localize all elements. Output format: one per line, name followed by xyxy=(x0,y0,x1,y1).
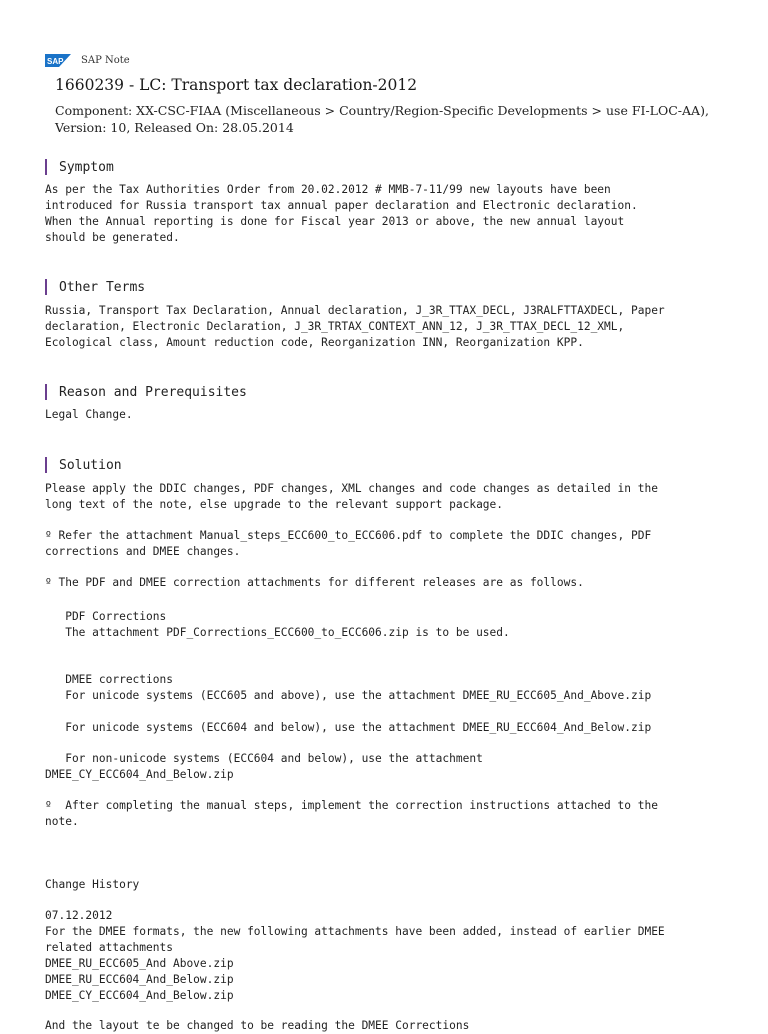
text-line: declaration, Electronic Declaration, J_3R_TRTAX_CONTEXT_ANN_12, J_3R_TTAX_DECL_12_XML, xyxy=(45,320,625,333)
section-title: Symptom xyxy=(59,159,114,175)
reason-heading xyxy=(45,384,247,400)
pdf-corrections-text: The attachment PDF_Corrections_ECC600_to_ECC606.zip is to be used. xyxy=(45,626,510,639)
section-marker xyxy=(45,457,47,473)
dmee-unicode-605: For unicode systems (ECC605 and above), use the attachment DMEE_RU_ECC605_And_Above.zip xyxy=(45,689,652,702)
note-metadata xyxy=(55,102,709,136)
text-line: Russia, Transport Tax Declaration, Annual declaration, J_3R_TTAX_DECL, J3RALFTTAXDECL, Paper xyxy=(45,304,665,317)
sap-note-label: SAP Note xyxy=(81,55,130,66)
sap-logo-icon xyxy=(45,54,71,67)
text-line: introduced for Russia transport tax annual paper declaration and Electronic declaration. xyxy=(45,199,638,212)
solution-bullet-3 xyxy=(45,798,658,830)
text-line: As per the Tax Authorities Order from 20.02.2012 # MMB-7-11/99 new layouts have been xyxy=(45,183,611,196)
text-line: When the Annual reporting is done for Fiscal year 2013 or above, the new annual layout xyxy=(45,215,625,228)
section-title: Reason and Prerequisites xyxy=(59,384,247,400)
change-date: 07.12.2012 xyxy=(45,909,113,922)
section-marker xyxy=(45,159,47,175)
symptom-text xyxy=(45,182,638,246)
reason-text xyxy=(45,407,133,423)
other-terms-text xyxy=(45,303,665,351)
text-line: corrections and DMEE changes. xyxy=(45,545,241,558)
note-header xyxy=(45,54,130,67)
change-history-cut-line: And the layout te be changed to be reading the DMEE Corrections xyxy=(45,1019,470,1032)
component-line: Component: XX-CSC-FIAA (Miscellaneous > Country/Region-Specific Developments > use FI-LOC-AA), xyxy=(55,103,709,118)
section-title: Other Terms xyxy=(59,279,146,295)
change-history-title: Change History xyxy=(45,878,140,891)
text-line: Please apply the DDIC changes, PDF changes, XML changes and code changes as detailed in the xyxy=(45,482,658,495)
dmee-non-unicode xyxy=(45,751,483,783)
text-line: long text of the note, else upgrade to the relevant support package. xyxy=(45,498,504,511)
text-line: Ecological class, Amount reduction code, Reorganization INN, Reorganization KPP. xyxy=(45,336,584,349)
section-marker xyxy=(45,279,47,295)
section-title: Solution xyxy=(59,457,122,473)
symptom-heading xyxy=(45,159,114,175)
attachment-name: DMEE_RU_ECC605_And Above.zip xyxy=(45,957,234,970)
pdf-corrections-heading: PDF Corrections xyxy=(45,610,167,623)
text-line: DMEE_CY_ECC604_And_Below.zip xyxy=(45,768,234,781)
text-line: Legal Change. xyxy=(45,408,133,421)
dmee-unicode-604: For unicode systems (ECC604 and below), use the attachment DMEE_RU_ECC604_And_Below.zip xyxy=(45,721,652,734)
solution-bullet-2: º The PDF and DMEE correction attachments for different releases are as follows. xyxy=(45,576,584,589)
solution-heading xyxy=(45,457,122,473)
text-line: º After completing the manual steps, implement the correction instructions attached to the xyxy=(45,799,658,812)
solution-bullet-1 xyxy=(45,528,651,560)
text-line: For the DMEE formats, the new following attachments have been added, instead of earlier DMEE xyxy=(45,925,665,938)
text-line: should be generated. xyxy=(45,231,180,244)
version-line: Version: 10, Released On: 28.05.2014 xyxy=(55,120,294,135)
attachment-name: DMEE_CY_ECC604_And_Below.zip xyxy=(45,989,234,1002)
text-line: note. xyxy=(45,815,79,828)
section-marker xyxy=(45,384,47,400)
text-line: related attachments xyxy=(45,941,173,954)
change-history-entry xyxy=(45,908,665,1004)
svg-text:SAP: SAP xyxy=(47,57,64,66)
note-title: 1660239 - LC: Transport tax declaration-2012 xyxy=(55,76,418,94)
text-line: For non-unicode systems (ECC604 and below), use the attachment xyxy=(45,752,483,765)
dmee-corrections-heading: DMEE corrections xyxy=(45,673,173,686)
text-line: º Refer the attachment Manual_steps_ECC600_to_ECC606.pdf to complete the DDIC changes, PDF xyxy=(45,529,652,542)
attachment-name: DMEE_RU_ECC604_And_Below.zip xyxy=(45,973,234,986)
solution-intro xyxy=(45,481,658,513)
other-terms-heading xyxy=(45,279,145,295)
